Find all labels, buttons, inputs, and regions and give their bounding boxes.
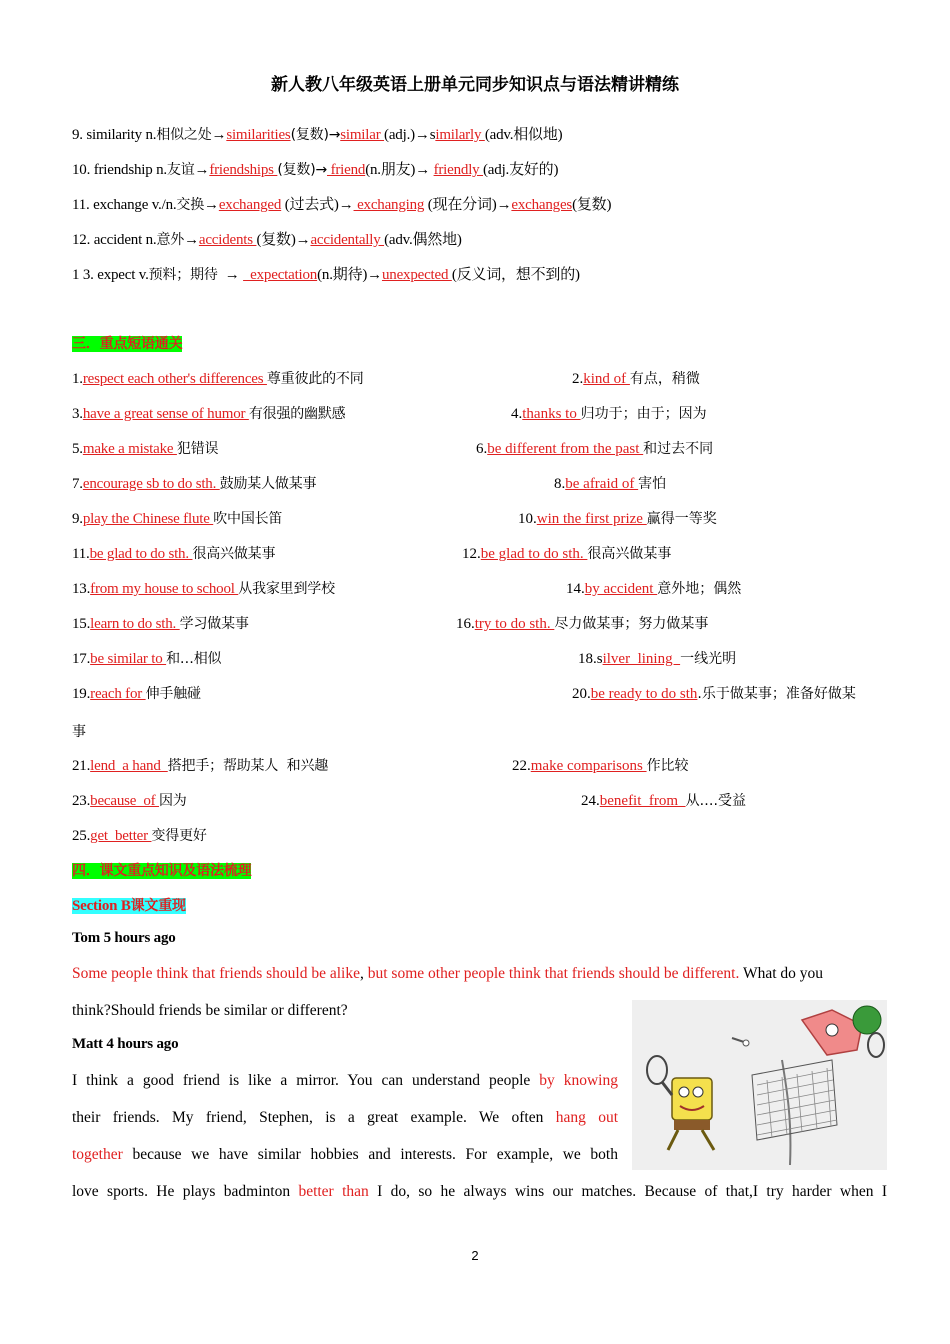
phrase-18: 18.silver lining 一线光明 [578, 651, 737, 667]
phrase-2: 2.kind of 有点，稍微 [572, 371, 700, 387]
word-prefix: 9. similarity n. [72, 127, 157, 143]
phrase-20: 20.be ready to do sth.乐于做某事；准备好做某 [572, 686, 856, 702]
note: (adv.偶然地) [384, 232, 462, 248]
arrow: → [184, 232, 199, 248]
answer: unexpected [381, 267, 452, 283]
answer: exchanges [511, 197, 573, 213]
note: (复数)→ [277, 162, 328, 178]
post-author-matt: Matt 4 hours ago [72, 1036, 179, 1052]
word-prefix: 1 3. expect v. [72, 267, 149, 283]
word-form-line-11 [72, 193, 611, 214]
section-3-heading: 三．重点短语通关 [72, 336, 183, 352]
phrase-11: 11.be glad to do sth. 很高兴做某事 [72, 546, 276, 562]
phrase-8: 8.be afraid of 害怕 [554, 476, 667, 492]
note: (反义词，想不到的) [451, 267, 580, 283]
page-title: 新人教八年级英语上册单元同步知识点与语法精讲精练 [271, 75, 679, 95]
post-author-tom: Tom 5 hours ago [72, 930, 176, 946]
phrase-4: 4.thanks to 归功于；由于；因为 [511, 406, 707, 422]
post-tom-text: Some people think that friends should be alike, but some other people think that friends should be different. What do you think?Should friends be similar or different? [72, 965, 824, 1019]
answer: similar [340, 127, 385, 143]
phrase-22: 22.make comparisons 作比较 [512, 758, 689, 774]
note: (n.朋友)→ [365, 162, 434, 178]
phrase-9: 9.play the Chinese flute 吹中国长笛 [72, 511, 283, 527]
post-matt-text-wide [72, 1173, 887, 1210]
note: (adj.友好的) [483, 162, 559, 178]
phrase-1: 1.respect each other's differences 尊重彼此的不同 [72, 371, 364, 387]
arrow: → [194, 162, 210, 178]
arrow: → [204, 197, 219, 213]
phrase-3: 3.have a great sense of humor 有很强的幽默感 [72, 406, 346, 422]
answer: exchanged [218, 197, 282, 213]
note: (adv.相似地) [484, 127, 563, 143]
arrow: → [217, 267, 244, 283]
answer: exchanging [353, 197, 425, 213]
note: (复数) [572, 197, 612, 213]
note: (n.期待)→ [317, 267, 382, 283]
note: (现在分词)→ [424, 197, 512, 213]
note: (adj.)→s [384, 127, 436, 143]
note: (复数)→ [256, 232, 311, 248]
answer: imilarly [435, 127, 485, 143]
answer: friend [327, 162, 366, 178]
matt-line-2: their friends. My friend, Stephen, is a great example. We often hang out [72, 1109, 618, 1126]
arrow: → [211, 127, 227, 143]
phrase-6: 6.be different from the past 和过去不同 [476, 441, 714, 457]
phrase-25: 25.get better 变得更好 [72, 828, 207, 844]
word-meaning: 意外 [156, 232, 185, 248]
answer: accidents [198, 232, 257, 248]
post-matt-text-narrow [72, 1062, 618, 1173]
answer: expectation [243, 267, 318, 283]
matt-line-3: together because we have similar hobbies and interests. For example, we both [72, 1146, 618, 1163]
phrase-5: 5.make a mistake 犯错误 [72, 441, 219, 457]
word-form-line-10 [72, 158, 558, 179]
word-meaning: 预料；期待 [148, 267, 218, 283]
word-prefix: 10. friendship n. [72, 162, 167, 178]
phrase-21: 21.lend a hand 搭把手；帮助某人 和兴趣 [72, 758, 329, 774]
phrase-7: 7.encourage sb to do sth. 鼓励某人做某事 [72, 476, 317, 492]
phrase-24: 24.benefit from 从….受益 [581, 793, 747, 809]
answer: friendly [433, 162, 484, 178]
word-form-line-12 [72, 228, 462, 249]
note: (过去式)→ [281, 197, 354, 213]
phrase-13: 13.from my house to school 从我家里到学校 [72, 581, 335, 597]
answer: accidentally [310, 232, 385, 248]
word-prefix: 11. exchange v./n. [72, 197, 177, 213]
matt-line-1: I think a good friend is like a mirror. You can understand people by knowing [72, 1072, 618, 1089]
phrase-15: 15.learn to do sth. 学习做某事 [72, 616, 249, 632]
word-form-line-13 [72, 263, 580, 284]
cartoon-illustration [632, 1000, 887, 1170]
phrase-12: 12.be glad to do sth. 很高兴做某事 [462, 546, 672, 562]
answer: similarities [226, 127, 291, 143]
word-meaning: 友谊 [166, 162, 195, 178]
phrase-16: 16.try to do sth. 尽力做某事；努力做某事 [456, 616, 709, 632]
word-prefix: 12. accident n. [72, 232, 157, 248]
answer: friendships [209, 162, 278, 178]
phrase-14: 14.by accident 意外地；偶然 [566, 581, 742, 597]
word-meaning: 交换 [176, 197, 205, 213]
section-b-heading: Section B课文重现 [72, 898, 186, 914]
phrase-10: 10.win the first prize 赢得一等奖 [518, 511, 717, 527]
page-number: 2 [471, 1248, 479, 1263]
phrase-20-wrap: 事 [72, 724, 86, 740]
badminton-cartoon-image [632, 1000, 887, 1170]
section-4-heading: 四．课文重点知识及语法梳理 [72, 863, 252, 879]
phrase-23: 23.because of 因为 [72, 793, 187, 809]
phrase-17: 17.be similar to 和…相似 [72, 651, 222, 667]
word-form-line-9 [72, 123, 562, 144]
phrase-19: 19.reach for 伸手触碰 [72, 686, 201, 702]
note: (复数)→ [290, 127, 341, 143]
word-meaning: 相似之处 [156, 127, 212, 143]
matt-line-4: love sports. He plays badminton better than I do, so he always wins our matches. Because of that,I try harder when I [72, 1183, 887, 1200]
